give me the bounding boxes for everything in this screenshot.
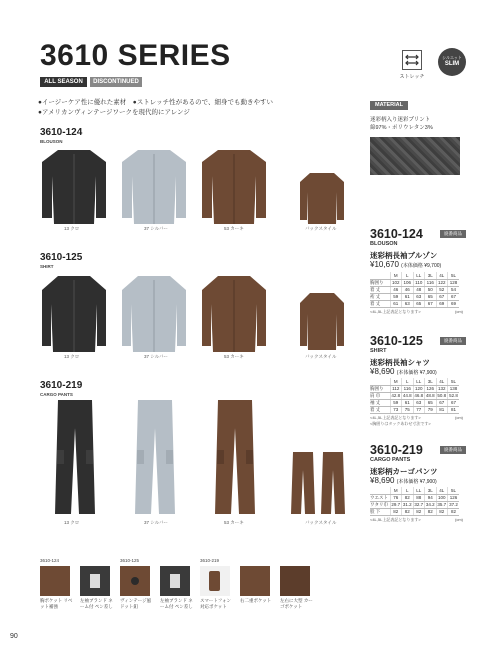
cell: 82 — [402, 494, 414, 501]
price-note-219: (本体価格 ¥7,900) — [396, 479, 437, 485]
detail-thumb-2 — [80, 566, 110, 596]
cell: 31.2 — [402, 502, 412, 507]
shirt-back-image — [298, 290, 346, 352]
slim-silhouette-badge — [438, 48, 466, 76]
cell: 65 — [425, 293, 437, 300]
table-row — [370, 272, 459, 279]
stock-badge-125: 廃番商品 — [440, 337, 466, 345]
product-price-124 — [370, 260, 441, 269]
row-label: 袖 丈 — [370, 399, 390, 406]
table-row — [370, 406, 459, 413]
series-title: 3610 SERIES — [40, 39, 231, 72]
cell: 46.8 — [414, 393, 424, 398]
size-head: 4L — [436, 378, 448, 385]
material-heading: MATERIAL — [370, 101, 408, 110]
cell: 106 — [403, 280, 411, 285]
cell: 88 — [413, 494, 425, 501]
shirt-khaki-image — [200, 272, 268, 352]
size-head: 4L — [436, 487, 448, 494]
pants-black-image — [54, 398, 96, 516]
page-number: 90 — [10, 633, 18, 640]
cell: 69 — [436, 300, 448, 307]
table-row — [370, 501, 459, 508]
price-125: ¥8,690 — [370, 367, 395, 376]
cell: 59 — [390, 399, 402, 406]
cell: 29.7 — [391, 502, 401, 507]
row-label: 着 丈 — [370, 300, 390, 307]
size-head: 3L — [425, 378, 437, 385]
product-price-219 — [370, 476, 437, 485]
table-row — [370, 508, 459, 515]
stretch-icon — [402, 50, 422, 70]
price-124: ¥10,670 — [370, 260, 399, 269]
cell: 126 — [426, 386, 434, 391]
price-note-124: (本体価格 ¥9,700) — [401, 263, 442, 269]
blouson-silver-image — [120, 146, 188, 226]
note2-125: <胸囲りはタックあわせ寸法です> — [370, 421, 431, 426]
cell: 67 — [425, 300, 437, 307]
slim-top-label: シルエット — [442, 55, 462, 60]
cell: 54 — [448, 286, 460, 293]
row-sub-blouson: BLOUSON — [40, 139, 63, 144]
cell: 35.7 — [437, 502, 447, 507]
note-125: <4L,5L上記表記となります> — [370, 415, 421, 420]
pants-cap-silver: 37 シルバー — [144, 520, 168, 525]
cell: 132 — [437, 386, 446, 391]
cell: 44.8 — [402, 393, 412, 398]
pants-back-image-2 — [320, 450, 346, 516]
cell: 94 — [425, 494, 437, 501]
product-name-125: 迷彩柄長袖シャツ — [370, 358, 430, 367]
table-row — [370, 399, 459, 406]
cell: 65 — [425, 399, 437, 406]
cell: 82 — [390, 508, 402, 515]
detail-cap-2: 左袖ブランド ネーム付 ペン差し — [80, 598, 113, 609]
size-head: LL — [413, 487, 425, 494]
table-row — [370, 378, 459, 385]
material-line-2: 綿97%・ポリウレタン3% — [370, 125, 433, 131]
shirt-cap-back: バックスタイル — [305, 354, 337, 359]
detail-thumb-3 — [120, 566, 150, 596]
blouson-black-image — [40, 146, 108, 226]
cell: 32.7 — [414, 502, 424, 507]
detail-header-219: 3610-219 — [200, 558, 220, 563]
size-head: 3L — [425, 272, 437, 279]
table-row — [370, 494, 459, 501]
cell: 110 — [413, 279, 425, 286]
blouson-cap-back: バックスタイル — [305, 226, 337, 231]
cell: 61 — [402, 399, 414, 406]
cell: 67 — [436, 293, 448, 300]
cell: 67 — [436, 399, 448, 406]
size-head: L — [402, 487, 414, 494]
cell: 116 — [425, 279, 437, 286]
detail-thumb-6 — [240, 566, 270, 596]
product-sub-125: SHIRT — [370, 348, 387, 354]
cell: 81 — [448, 406, 460, 413]
cell: 138 — [448, 385, 460, 392]
size-table-125 — [370, 378, 459, 414]
cell: 82 — [402, 508, 414, 515]
detail-thumb-5 — [200, 566, 230, 596]
shirt-cap-silver: 37 シルバー — [144, 354, 168, 359]
pants-cap-black: 13 クロ — [64, 520, 80, 525]
shirt-cap-black: 13 クロ — [64, 354, 80, 359]
cell: 46 — [390, 286, 402, 293]
cell: 82 — [436, 508, 448, 515]
size-head: M — [390, 487, 402, 494]
size-head: L — [402, 378, 414, 385]
detail-cap-4: 左袖ブランド ネーム付 ペン差し — [160, 598, 193, 609]
cell: 59 — [390, 293, 402, 300]
cell: 82 — [425, 508, 437, 515]
size-head: 5L — [448, 487, 460, 494]
detail-header-124: 3610-124 — [40, 558, 60, 563]
price-219: ¥8,690 — [370, 476, 395, 485]
product-code-125: 3610-125 — [370, 334, 423, 348]
stock-badge-124: 廃番商品 — [440, 230, 466, 238]
cell: 100 — [437, 495, 446, 500]
cell: 112 — [390, 385, 402, 392]
row-code-shirt: 3610-125 — [40, 252, 83, 263]
row-label: 胸囲り — [370, 279, 390, 286]
price-note-125: (本体価格 ¥7,900) — [396, 370, 437, 376]
blouson-cap-khaki: 53 カーキ — [224, 226, 244, 231]
table-row — [370, 300, 459, 307]
cell: 67 — [448, 399, 460, 406]
fabric-swatch — [370, 137, 460, 175]
cell: 128 — [448, 279, 460, 286]
cell: 67 — [448, 293, 460, 300]
cell: 52.8 — [449, 393, 458, 398]
shirt-black-image — [40, 272, 108, 352]
row-label: 胸囲り — [370, 385, 390, 392]
feature-line-2: ●アメリカンヴィンテージワークを現代的にアレンジ — [38, 109, 190, 116]
product-sub-219: CARGO PANTS — [370, 457, 411, 463]
cell: 61 — [390, 300, 402, 307]
product-sub-124: BLOUSON — [370, 241, 398, 247]
feature-line-1: ●イージーケア性に優れた素材 ●ストレッチ性があるので、細身でも動きやすい — [38, 99, 274, 106]
cell: 82 — [413, 508, 425, 515]
cell: 42.8 — [391, 393, 401, 398]
row-code-pants: 3610-219 — [40, 380, 83, 391]
detail-cap-6: 右二重ポケット — [240, 598, 272, 603]
size-head: M — [390, 272, 402, 279]
cell: 63 — [413, 399, 425, 406]
discontinued-badge: DISCONTINUED — [90, 77, 142, 87]
cell: 37.2 — [449, 502, 458, 507]
table-row — [370, 392, 459, 399]
cell: 120 — [414, 386, 423, 391]
cell: 82 — [448, 508, 460, 515]
pants-cap-khaki: 53 カーキ — [224, 520, 244, 525]
cell: 76 — [390, 494, 402, 501]
cell: 50 — [425, 286, 437, 293]
cell: 63 — [413, 293, 425, 300]
cell: 52 — [436, 286, 448, 293]
size-table-124 — [370, 272, 459, 308]
cell: 61 — [402, 293, 414, 300]
slim-main-label: SLIM — [444, 61, 460, 67]
note-219: <4L,5L上記表記となります> — [370, 517, 421, 522]
cell: 34.2 — [425, 502, 435, 507]
cell: 50.8 — [437, 393, 447, 398]
cell: 102 — [391, 280, 400, 285]
product-code-219: 3610-219 — [370, 443, 423, 457]
shirt-silver-image — [120, 272, 188, 352]
cell: 75 — [402, 406, 414, 413]
cell: 126 — [448, 494, 460, 501]
row-sub-shirt: SHIRT — [40, 264, 54, 269]
pants-khaki-image — [214, 398, 256, 516]
product-code-124: 3610-124 — [370, 227, 423, 241]
detail-thumb-7 — [280, 566, 310, 596]
table-row — [370, 279, 459, 286]
unit-125: (cm) — [455, 415, 463, 420]
row-label: 裄 丈 — [370, 293, 390, 300]
size-head: L — [402, 272, 414, 279]
cell: 46 — [402, 286, 414, 293]
detail-cap-7: 左右に大型 カーゴポケット — [280, 598, 313, 609]
size-head: 4L — [436, 272, 448, 279]
row-label: 着 丈 — [370, 286, 390, 293]
stretch-label: ストレッチ — [399, 74, 425, 80]
cell: 65 — [413, 300, 425, 307]
cell: 73 — [390, 406, 402, 413]
cell: 48.8 — [425, 393, 435, 398]
blouson-cap-black: 13 クロ — [64, 226, 80, 231]
all-season-badge: ALL SEASON — [40, 77, 87, 87]
detail-header-125: 3610-125 — [120, 558, 140, 563]
stock-badge-219: 廃番商品 — [440, 446, 466, 454]
product-name-219: 迷彩柄カーゴパンツ — [370, 467, 438, 476]
note-124: <4L,5L上記表記となります> — [370, 309, 421, 314]
unit-219: (cm) — [455, 517, 463, 522]
pants-back-image-1 — [290, 450, 316, 516]
product-name-124: 迷彩柄長袖ブルゾン — [370, 251, 438, 260]
cell: 122 — [437, 280, 446, 285]
detail-cap-3: ヴィンテージ風 ドット釦 — [120, 598, 152, 609]
table-row — [370, 293, 459, 300]
unit-124: (cm) — [455, 309, 463, 314]
pants-silver-image — [134, 398, 176, 516]
row-label: ウエスト — [370, 494, 388, 500]
product-price-125 — [370, 367, 437, 376]
table-row — [370, 385, 459, 392]
blouson-back-image — [298, 170, 346, 226]
size-head: LL — [413, 378, 425, 385]
row-code-blouson: 3610-124 — [40, 127, 83, 138]
cell: 77 — [413, 406, 425, 413]
pants-cap-back: バックスタイル — [305, 520, 337, 525]
size-head: LL — [413, 272, 425, 279]
cell: 63 — [402, 300, 414, 307]
cell: 79 — [425, 406, 437, 413]
row-label: 股 下 — [370, 508, 390, 515]
detail-thumb-4 — [160, 566, 190, 596]
cell: 116 — [402, 385, 414, 392]
cell: 48 — [413, 286, 425, 293]
cell: 81 — [436, 406, 448, 413]
row-sub-pants: CARGO PANTS — [40, 392, 73, 397]
detail-thumb-1 — [40, 566, 70, 596]
size-head: M — [390, 378, 402, 385]
size-table-219 — [370, 487, 459, 516]
table-row — [370, 286, 459, 293]
size-head: 3L — [425, 487, 437, 494]
row-label: 着 丈 — [370, 406, 390, 413]
material-line-1: 迷彩柄入り迷彩プリント — [370, 117, 431, 123]
detail-cap-5: スマートフォン 対応ポケット — [200, 598, 232, 609]
blouson-cap-silver: 37 シルバー — [144, 226, 168, 231]
shirt-cap-khaki: 53 カーキ — [224, 354, 244, 359]
size-head: 5L — [448, 272, 460, 279]
detail-cap-1: 胸ポケット リベット補強 — [40, 598, 73, 609]
row-label: ワタリ巾 — [370, 501, 390, 508]
cell: 69 — [448, 300, 460, 307]
size-head: 5L — [448, 378, 460, 385]
blouson-khaki-image — [200, 146, 268, 226]
table-row — [370, 487, 459, 494]
row-label: 肩 巾 — [370, 392, 390, 399]
